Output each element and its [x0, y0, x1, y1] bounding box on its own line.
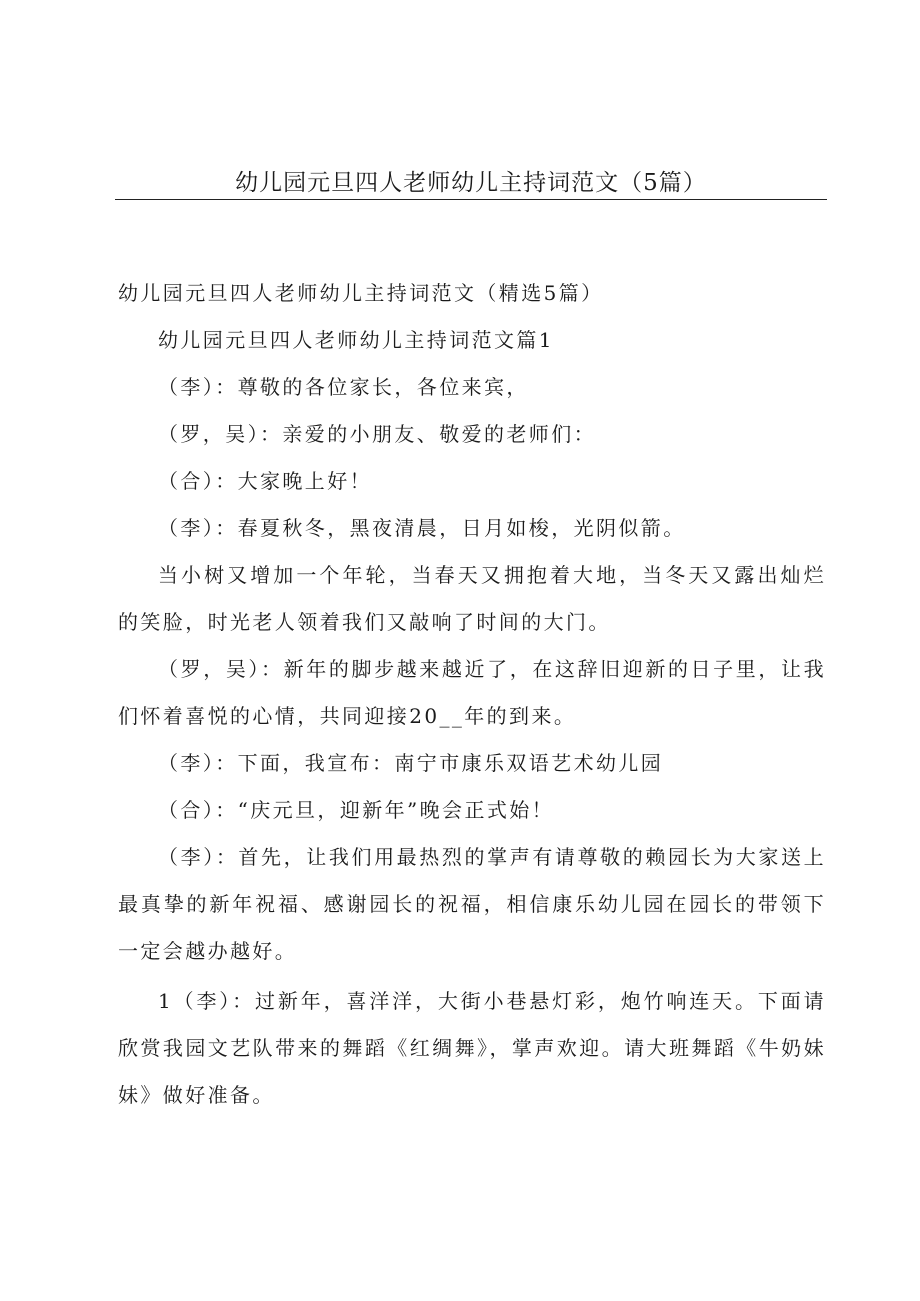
document-title: 幼儿园元旦四人老师幼儿主持词范文（5篇） — [235, 170, 707, 196]
paragraph: （李）：首先，让我们用最热烈的掌声有请尊敬的赖园长为大家送上最真挚的新年祝福、感谢园长的祝福，相信康乐幼儿园在园长的带领下一定会越办越好。 — [118, 845, 826, 963]
paragraph: 当小树又增加一个年轮，当春天又拥抱着大地，当冬天又露出灿烂的笑脸，时光老人领着我们又敲响了时间的大门。 — [118, 563, 826, 634]
document-body — [118, 270, 826, 1119]
title-underline — [115, 199, 827, 200]
paragraph: （李）：下面，我宣布：南宁市康乐双语艺术幼儿园 — [158, 751, 664, 775]
paragraph: （李）：尊敬的各位家长，各位来宾， — [158, 375, 529, 399]
paragraph: （罗，吴）：亲爱的小朋友、敬爱的老师们： — [158, 422, 596, 446]
paragraph: 幼儿园元旦四人老师幼儿主持词范文篇1 — [158, 328, 554, 352]
paragraph: （罗，吴）：新年的脚步越来越近了，在这辞旧迎新的日子里，让我们怀着喜悦的心情，共同迎接20__年的到来。 — [118, 657, 826, 728]
paragraph: （合）：“庆元旦，迎新年”晚会正式始！ — [158, 798, 555, 822]
paragraph: （合）：大家晚上好！ — [158, 469, 372, 493]
paragraph: （李）：春夏秋冬，黑夜清晨，日月如梭，光阴似箭。 — [158, 516, 686, 540]
paragraph: 1（李）：过新年，喜洋洋，大街小巷悬灯彩，炮竹响连天。下面请欣赏我园文艺队带来的舞蹈《红绸舞》，掌声欢迎。请大班舞蹈《牛奶妹妹》做好准备。 — [118, 989, 826, 1107]
document-subtitle: 幼儿园元旦四人老师幼儿主持词范文（精选5篇） — [118, 281, 604, 305]
